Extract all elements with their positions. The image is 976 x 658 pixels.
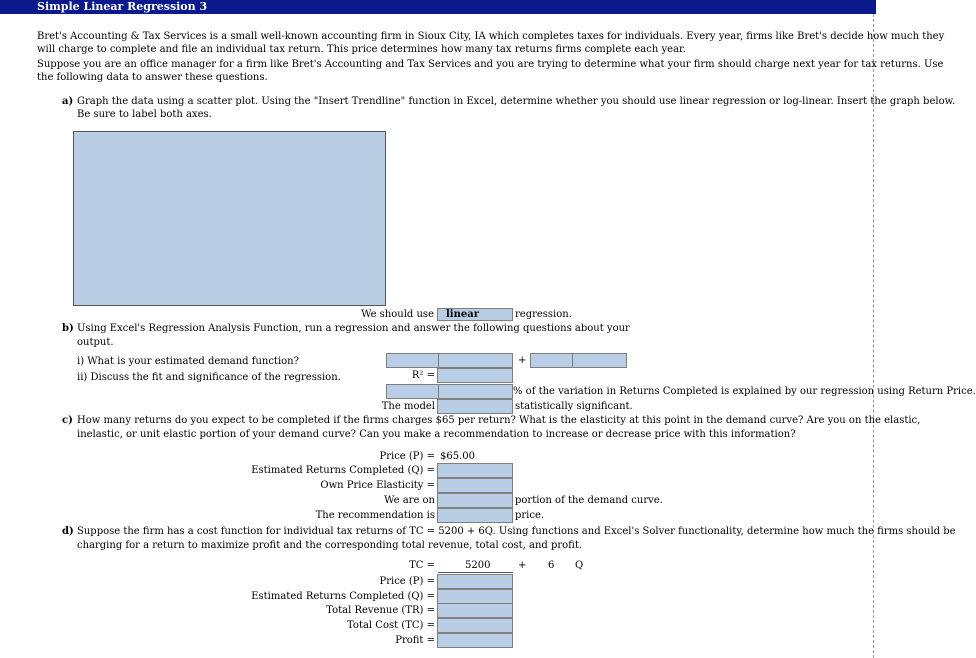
page-border-right (873, 14, 874, 658)
c-price-label: Price (P) = (379, 451, 435, 462)
demand-slope-cell[interactable] (530, 353, 573, 368)
part-c-line-1: How many returns do you expect to be completed if the firms charges $65 per return? What is the elasticity at this point in the demand curve? Are you on the elastic, (77, 415, 921, 426)
part-a-label: a) (62, 96, 74, 107)
part-c-label: c) (62, 415, 73, 426)
d-profit-label: Profit = (395, 635, 435, 646)
c-ope-label: Own Price Elasticity = (320, 480, 435, 491)
part-a-line-2: Be sure to label both axes. (77, 109, 212, 120)
d-erc-label: Estimated Returns Completed (Q) = (251, 591, 435, 602)
c-rec-label: The recommendation is (315, 510, 435, 521)
d-tc-underline (438, 572, 513, 573)
d-price-cell[interactable] (437, 574, 513, 589)
intro-line-3: Suppose you are an office manager for a firm like Bret's Accounting and Tax Services and you are trying to determine what your firm should charge next year for tax returns. Use (37, 59, 944, 70)
part-c-line-2: inelastic, or unit elastic portion of your demand curve? Can you make a recommendation to increase or decrease price with this information? (77, 429, 796, 440)
model-significance-cell[interactable] (437, 399, 513, 414)
part-b-line-1: Using Excel's Regression Analysis Function, run a regression and answer the following questions about your (77, 323, 630, 334)
d-erc-cell[interactable] (437, 589, 513, 604)
c-on-label: We are on (384, 495, 435, 506)
d-tc2-label: Total Cost (TC) = (347, 620, 435, 631)
part-b-line-2: output. (77, 337, 114, 348)
demand-variable-cell[interactable] (572, 353, 627, 368)
part-b-label: b) (62, 323, 74, 334)
d-tr-label: Total Revenue (TR) = (326, 605, 435, 616)
model-label: The model (381, 401, 435, 412)
d-tc-fixed: 5200 (465, 560, 491, 571)
intro-line-2: will charge to complete and file an individual tax return. This price determines how many tax returns firms complete each year. (37, 44, 686, 55)
c-price-value: $65.00 (440, 451, 475, 462)
c-rec-suffix: price. (515, 510, 545, 521)
c-rec-cell[interactable] (437, 508, 513, 523)
r-squared-cell[interactable] (437, 368, 513, 383)
part-d-line-2: charging for a return to maximize profit and the corresponding total revenue, total cost, and profit. (77, 540, 583, 551)
d-price-label: Price (P) = (379, 576, 435, 587)
d-profit-cell[interactable] (437, 633, 513, 648)
variation-percent-cell-2[interactable] (438, 384, 513, 399)
use-suffix: regression. (515, 309, 572, 320)
variation-text: % of the variation in Returns Completed is explained by our regression using Return Price. (513, 386, 976, 397)
d-tc-var: 6 (548, 560, 555, 571)
c-on-suffix: portion of the demand curve. (515, 495, 663, 506)
c-portion-cell[interactable] (437, 493, 513, 508)
r-squared-label: R² = (411, 370, 435, 381)
variation-percent-cell[interactable] (386, 384, 439, 399)
d-tc2-cell[interactable] (437, 618, 513, 633)
part-b-q2: ii) Discuss the fit and significance of the regression. (77, 372, 341, 383)
regression-type-cell[interactable]: linear (437, 308, 513, 321)
use-label: We should use (361, 309, 434, 320)
part-b-q1: i) What is your estimated demand function? (77, 356, 299, 367)
c-erc-cell[interactable] (437, 463, 513, 478)
graph-placeholder[interactable] (73, 131, 386, 306)
demand-plus: + (518, 355, 527, 366)
c-erc-label: Estimated Returns Completed (Q) = (251, 465, 435, 476)
d-tc-label: TC = (409, 560, 435, 571)
model-suffix: statistically significant. (515, 401, 633, 412)
part-d-label: d) (62, 526, 74, 537)
d-tr-cell[interactable] (437, 603, 513, 618)
d-tc-q: Q (575, 560, 584, 571)
part-a-line-1: Graph the data using a scatter plot. Using the "Insert Trendline" function in Excel, determine whether you should use linear regression or log-linear. Insert the graph below. (77, 96, 956, 107)
d-tc-plus: + (518, 560, 527, 571)
intro-line-1: Bret's Accounting & Tax Services is a small well-known accounting firm in Sioux City, IA which completes taxes for individuals. Every year, firms like Bret's decide how much they (37, 31, 945, 42)
demand-intercept-cell[interactable] (386, 353, 439, 368)
page-title: Simple Linear Regression 3 (37, 0, 208, 13)
c-ope-cell[interactable] (437, 478, 513, 493)
demand-intercept-value-cell[interactable] (438, 353, 513, 368)
part-d-line-1: Suppose the firm has a cost function for individual tax returns of TC = 5200 + 6Q. Using functions and Excel's Solver functionality, determine how much the firms should be (77, 526, 956, 537)
intro-line-4: the following data to answer these questions. (37, 72, 268, 83)
